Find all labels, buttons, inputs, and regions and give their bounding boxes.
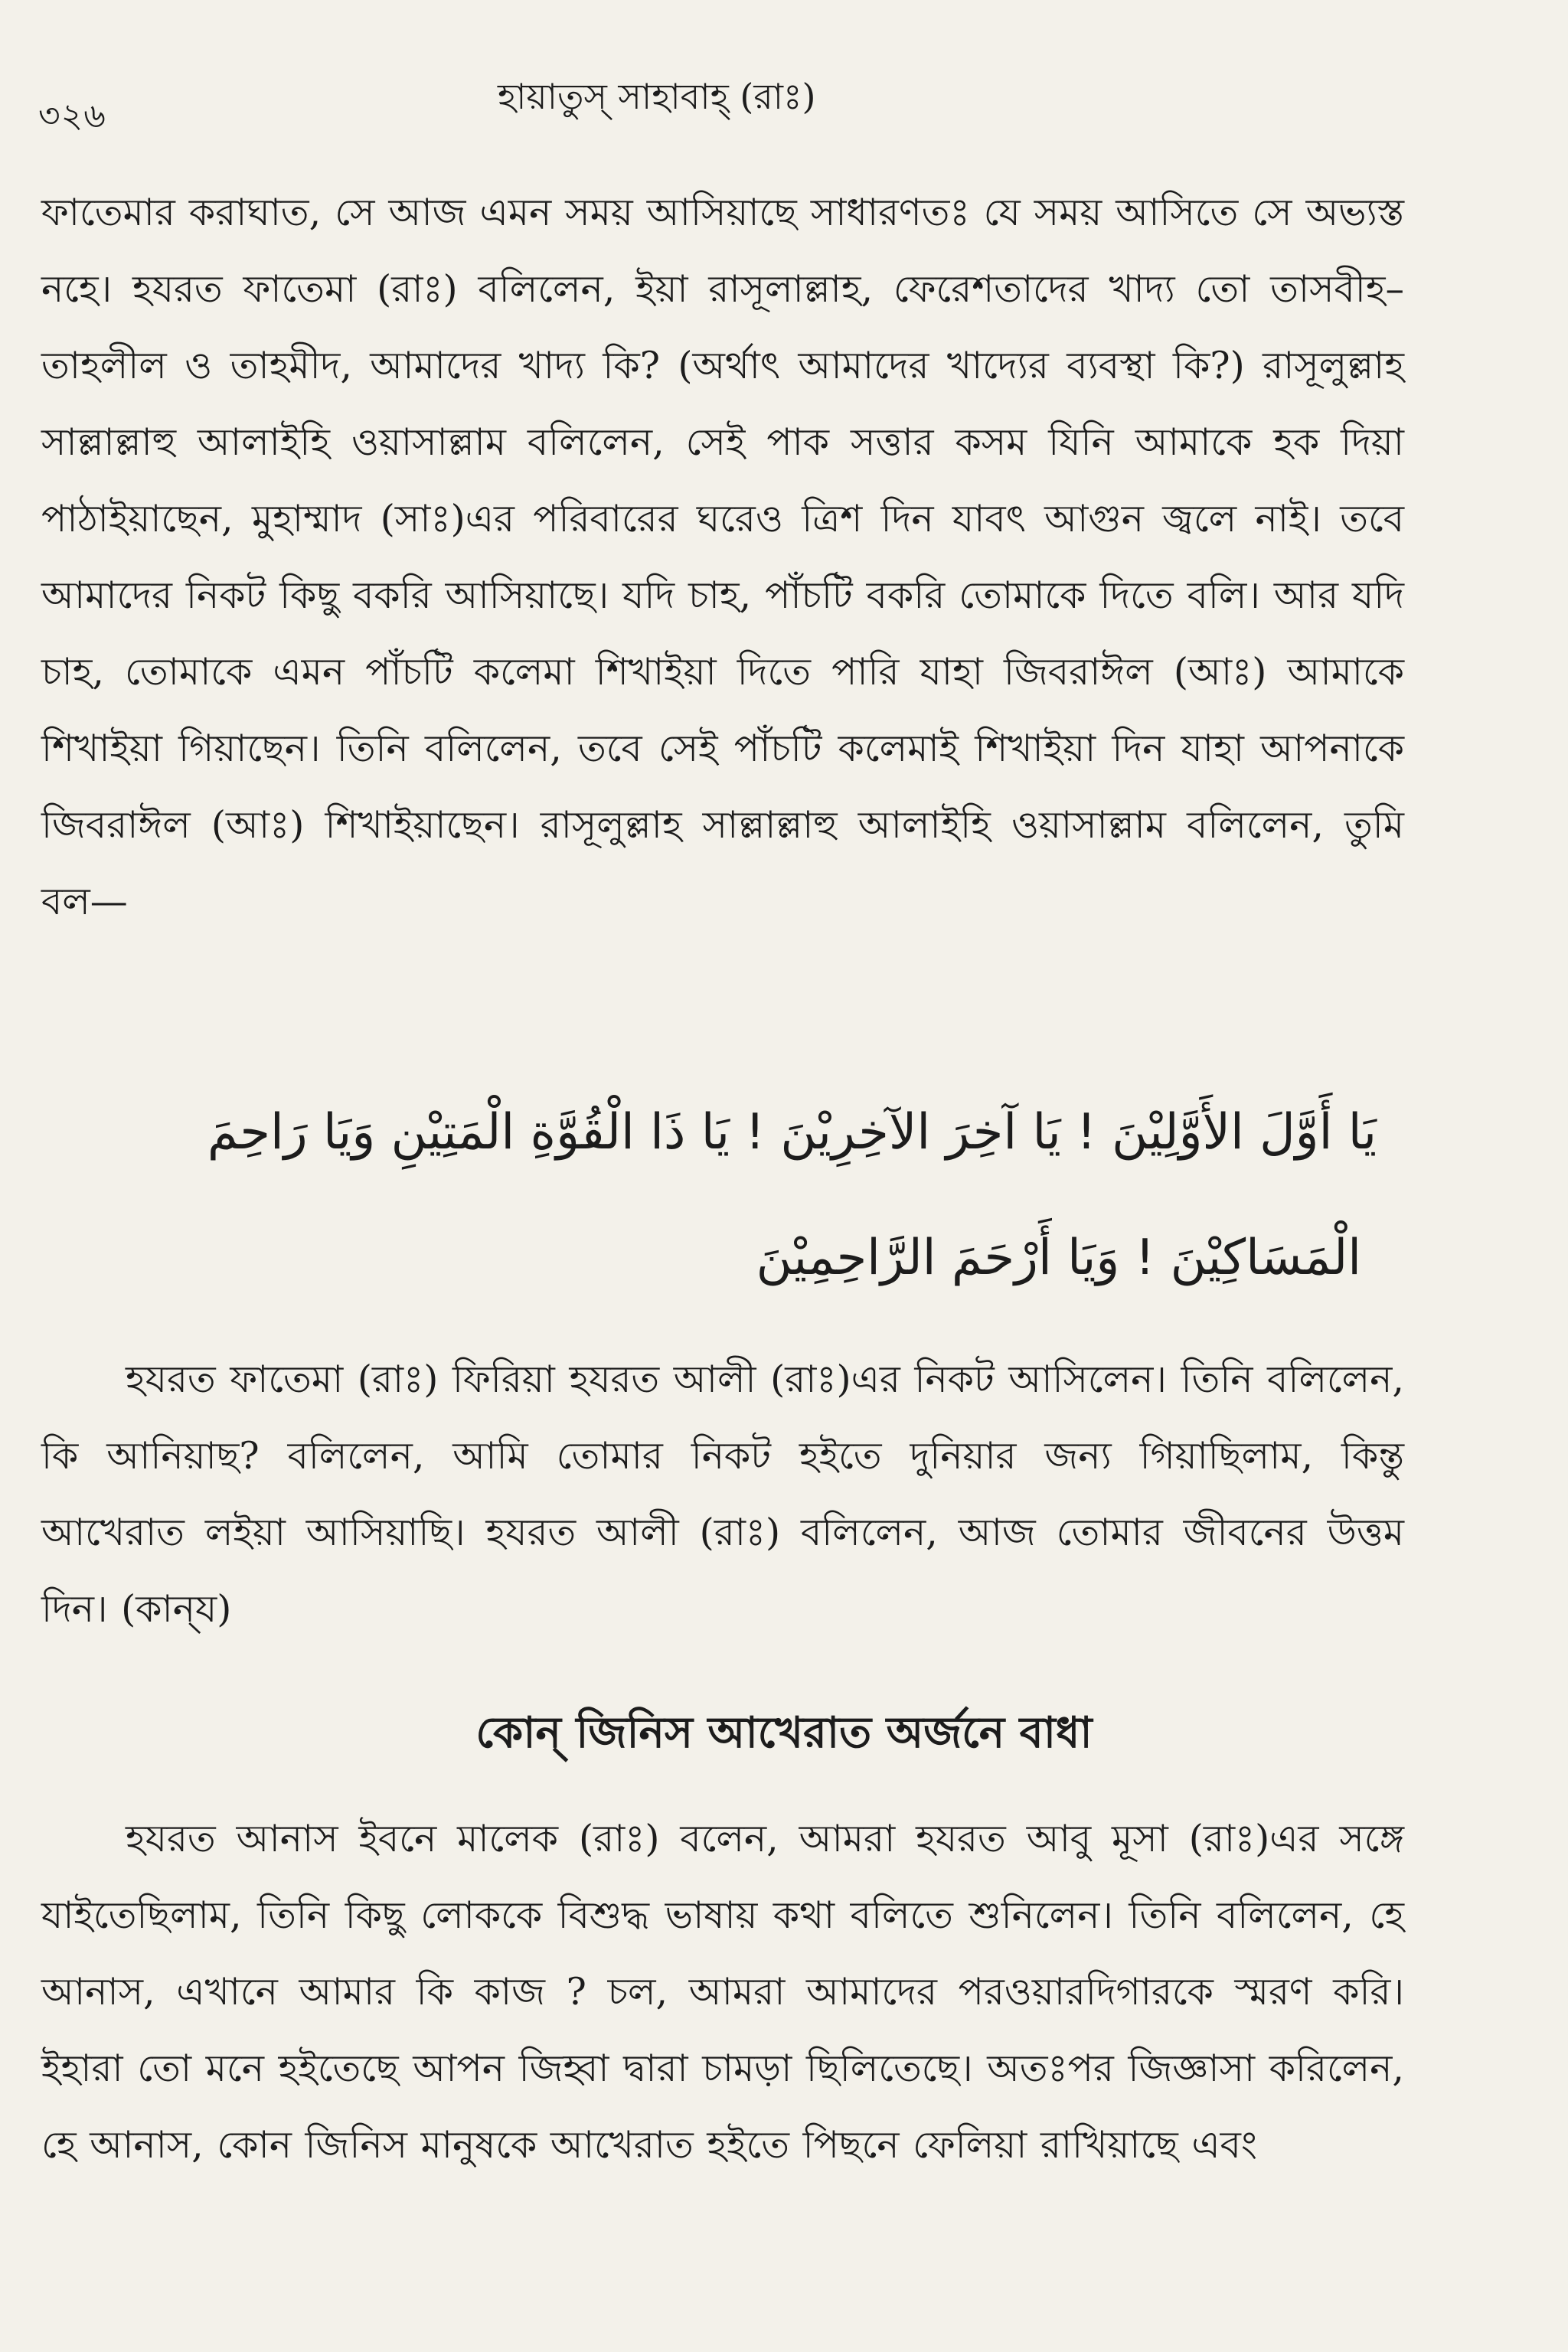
- section-heading: কোন্ জিনিস আখেরাত অর্জনে বাধা: [475, 1707, 1093, 1758]
- paragraph-2: হযরত ফাতেমা (রাঃ) ফিরিয়া হযরত আলী (রাঃ)এর নিকট আসিলেন। তিনি বলিলেন, কি আনিয়াছ? বলিলেন, আমি তোমার নিকট হইতে দুনিয়ার জন্য গিয়াছিলাম, কিন্তু আখেরাত লইয়া আসিয়াছি। হযরত আলী (রাঃ) বলিলেন, আজ তোমার জীবনের উত্তম দিন। (কান্‌য): [41, 1357, 1404, 1631]
- arabic-dua-line-1: يَا أَوَّلَ الأَوَّلِيْنَ ! يَا آخِرَ الآخِرِيْنَ ! يَا ذَا الْقُوَّةِ الْمَتِيْنِ وَيَا رَاحِمَ: [207, 1104, 1377, 1161]
- paragraph-1: ফাতেমার করাঘাত, সে আজ এমন সময় আসিয়াছে সাধারণতঃ যে সময় আসিতে সে অভ্যস্ত নহে। হযরত ফাতেমা (রাঃ) বলিলেন, ইয়া রাসূলাল্লাহ, ফেরেশতাদের খাদ্য তো তাসবীহ–তাহলীল ও তাহমীদ, আমাদের খাদ্য কি? (অর্থাৎ আমাদের খাদ্যের ব্যবস্থা কি?) রাসূলুল্লাহ সাল্লাল্লাহু আলাইহি ওয়াসাল্লাম বলিলেন, সেই পাক সত্তার কসম যিনি আমাকে হক দিয়া পাঠাইয়াছেন, মুহাম্মাদ (সাঃ)এর পরিবারের ঘরেও ত্রিশ দিন যাবৎ আগুন জ্বলে নাই। তবে আমাদের নিকট কিছু বকরি আসিয়াছে। যদি চাহ, পাঁচটি বকরি তোমাকে দিতে বলি। আর যদি চাহ, তোমাকে এমন পাঁচটি কলেমা শিখাইয়া দিতে পারি যাহা জিবরাঈল (আঃ) আমাকে শিখাইয়া গিয়াছেন। তিনি বলিলেন, তবে সেই পাঁচটি কলেমাই শিখাইয়া দিন যাহা আপনাকে জিবরাঈল (আঃ) শিখাইয়াছেন। রাসূলুল্লাহ সাল্লাল্লাহু আলাইহি ওয়াসাল্লাম বলিলেন, তুমি বল—: [41, 191, 1404, 923]
- page-number: ৩২৬: [38, 96, 106, 136]
- running-header: হায়াতুস্ সাহাবাহ্ (রাঃ): [498, 76, 816, 117]
- arabic-dua-line-2: الْمَسَاكِيْنَ ! وَيَا أَرْحَمَ الرَّاحِمِيْنَ: [756, 1230, 1361, 1286]
- paragraph-3: হযরত আনাস ইবনে মালেক (রাঃ) বলেন, আমরা হযরত আবু মূসা (রাঃ)এর সঙ্গে যাইতেছিলাম, তিনি কিছু লোককে বিশুদ্ধ ভাষায় কথা বলিতে শুনিলেন। তিনি বলিলেন, হে আনাস, এখানে আমার কি কাজ ? চল, আমরা আমাদের পরওয়ারদিগারকে স্মরণ করি। ইহারা তো মনে হইতেছে আপন জিহ্বা দ্বারা চামড়া ছিলিতেছে। অতঃপর জিজ্ঞাসা করিলেন, হে আনাস, কোন জিনিস মানুষকে আখেরাত হইতে পিছনে ফেলিয়া রাখিয়াছে এবং: [41, 1817, 1404, 2167]
